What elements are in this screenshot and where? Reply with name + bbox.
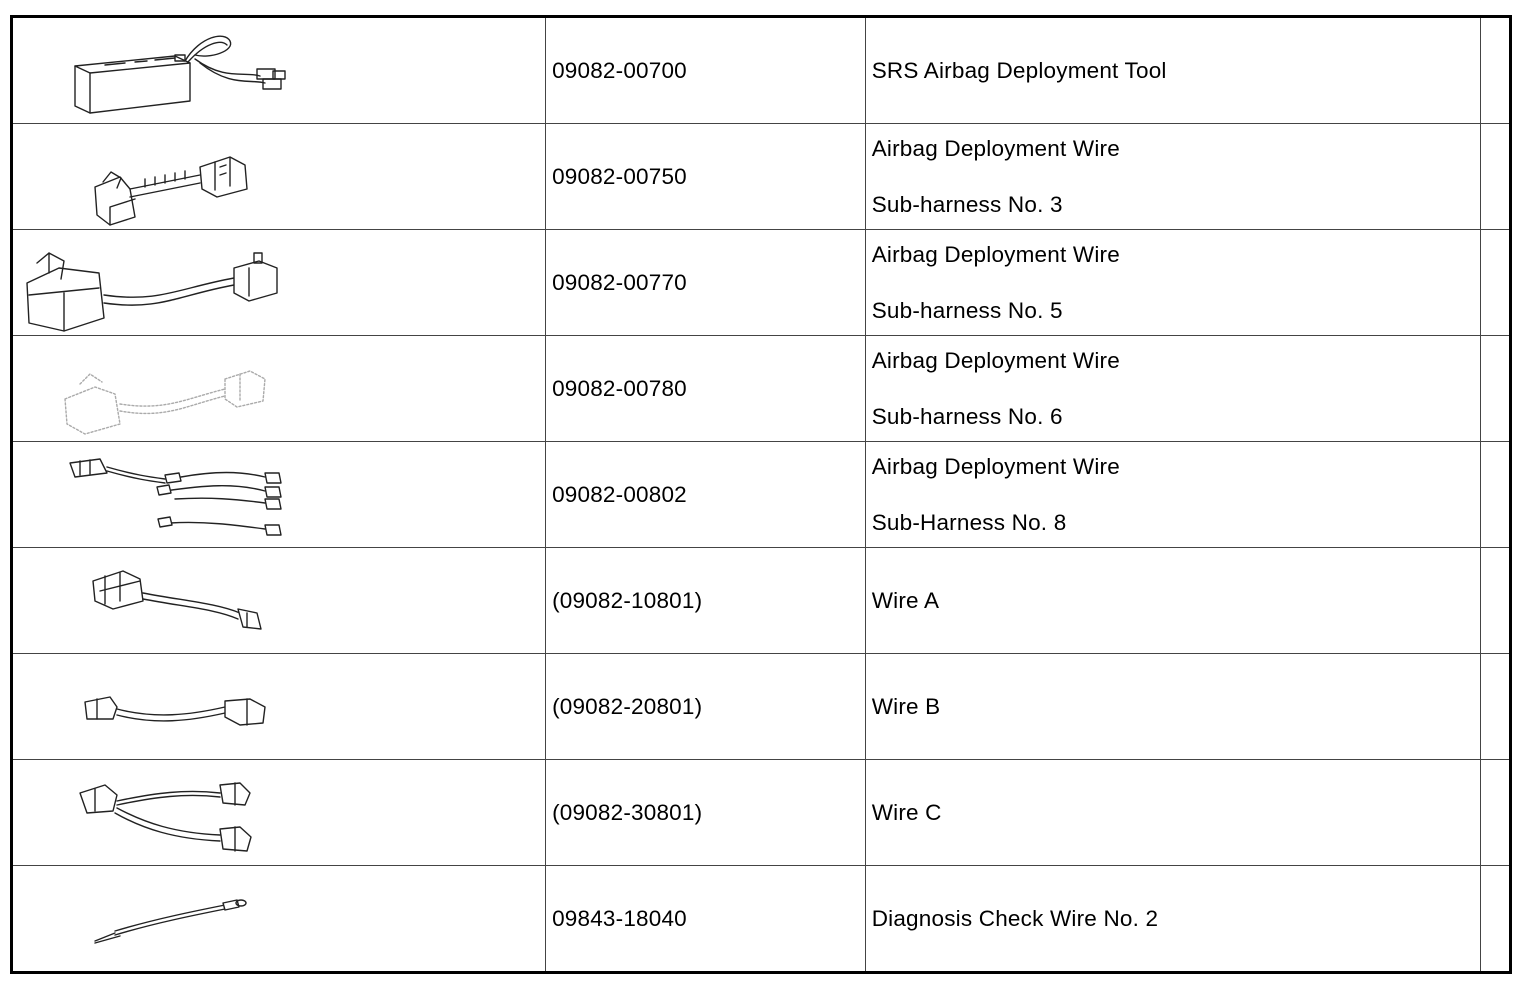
part-number: 09082-00780 — [552, 375, 687, 401]
description-cell — [865, 230, 1480, 336]
table-row — [12, 866, 1511, 973]
wire-a-icon — [25, 551, 325, 651]
tool-illustration-cell — [12, 548, 546, 654]
tool-illustration-cell — [12, 336, 546, 442]
wire-b-icon — [25, 657, 325, 757]
part-number-cell — [546, 17, 866, 124]
table-row — [12, 336, 1511, 442]
description-cell — [865, 866, 1480, 973]
tool-illustration-cell — [12, 760, 546, 866]
part-number-cell — [546, 336, 866, 442]
part-number: 09082-00750 — [552, 163, 687, 189]
part-number: 09843-18040 — [552, 905, 687, 931]
part-number-cell — [546, 230, 866, 336]
part-number: 09082-00770 — [552, 269, 687, 295]
part-number-cell — [546, 654, 866, 760]
description-cell — [865, 654, 1480, 760]
tool-description: Diagnosis Check Wire No. 2 — [871, 905, 1159, 931]
note-cell — [1480, 336, 1510, 442]
description-cell — [865, 760, 1480, 866]
sub-harness-6-icon — [25, 339, 325, 439]
part-number-cell — [546, 442, 866, 548]
sub-harness-3-icon — [25, 127, 325, 227]
table-row — [12, 230, 1511, 336]
tool-description-line-1: Airbag Deployment Wire — [871, 241, 1120, 267]
note-cell — [1480, 760, 1510, 866]
note-cell — [1480, 124, 1510, 230]
description-cell — [865, 336, 1480, 442]
tool-illustration-cell — [12, 124, 546, 230]
part-number: 09082-00802 — [552, 481, 687, 507]
tool-description-line-2: Sub-harness No. 5 — [871, 297, 1063, 323]
note-cell — [1480, 548, 1510, 654]
description-cell — [865, 548, 1480, 654]
tool-illustration-cell — [12, 866, 546, 973]
tool-description-line-1: Airbag Deployment Wire — [871, 347, 1120, 373]
description-cell — [865, 124, 1480, 230]
part-number: (09082-10801) — [552, 587, 703, 613]
diagnosis-check-wire-icon — [25, 869, 325, 969]
special-service-tools-table — [10, 15, 1512, 974]
table-row — [12, 17, 1511, 124]
sub-harness-8-icon — [25, 445, 325, 545]
tool-description-line-1: Airbag Deployment Wire — [871, 453, 1120, 479]
description-cell — [865, 17, 1480, 124]
deployment-tool-box-icon — [25, 21, 325, 121]
tool-description-line-2: Sub-Harness No. 8 — [871, 509, 1067, 535]
table-row — [12, 124, 1511, 230]
note-cell — [1480, 17, 1510, 124]
part-number-cell — [546, 866, 866, 973]
tool-description: SRS Airbag Deployment Tool — [871, 57, 1167, 83]
table-row — [12, 760, 1511, 866]
note-cell — [1480, 442, 1510, 548]
tool-illustration-cell — [12, 442, 546, 548]
sub-harness-5-icon — [19, 233, 319, 333]
part-number: 09082-00700 — [552, 57, 687, 83]
tool-illustration-cell — [12, 17, 546, 124]
part-number: (09082-30801) — [552, 799, 703, 825]
tool-description-line-2: Sub-harness No. 3 — [871, 191, 1063, 217]
part-number-cell — [546, 124, 866, 230]
tool-description: Wire B — [871, 693, 941, 719]
table-row — [12, 654, 1511, 760]
part-number-cell — [546, 760, 866, 866]
table-row — [12, 442, 1511, 548]
description-cell — [865, 442, 1480, 548]
tool-description: Wire C — [871, 799, 942, 825]
wire-c-icon — [25, 763, 325, 863]
part-number-cell — [546, 548, 866, 654]
tool-illustration-cell — [12, 654, 546, 760]
tool-description-line-2: Sub-harness No. 6 — [871, 403, 1063, 429]
tool-illustration-cell — [12, 230, 546, 336]
note-cell — [1480, 866, 1510, 973]
table-row — [12, 548, 1511, 654]
note-cell — [1480, 230, 1510, 336]
tool-description: Wire A — [871, 587, 940, 613]
tool-description-line-1: Airbag Deployment Wire — [871, 135, 1120, 161]
note-cell — [1480, 654, 1510, 760]
part-number: (09082-20801) — [552, 693, 703, 719]
